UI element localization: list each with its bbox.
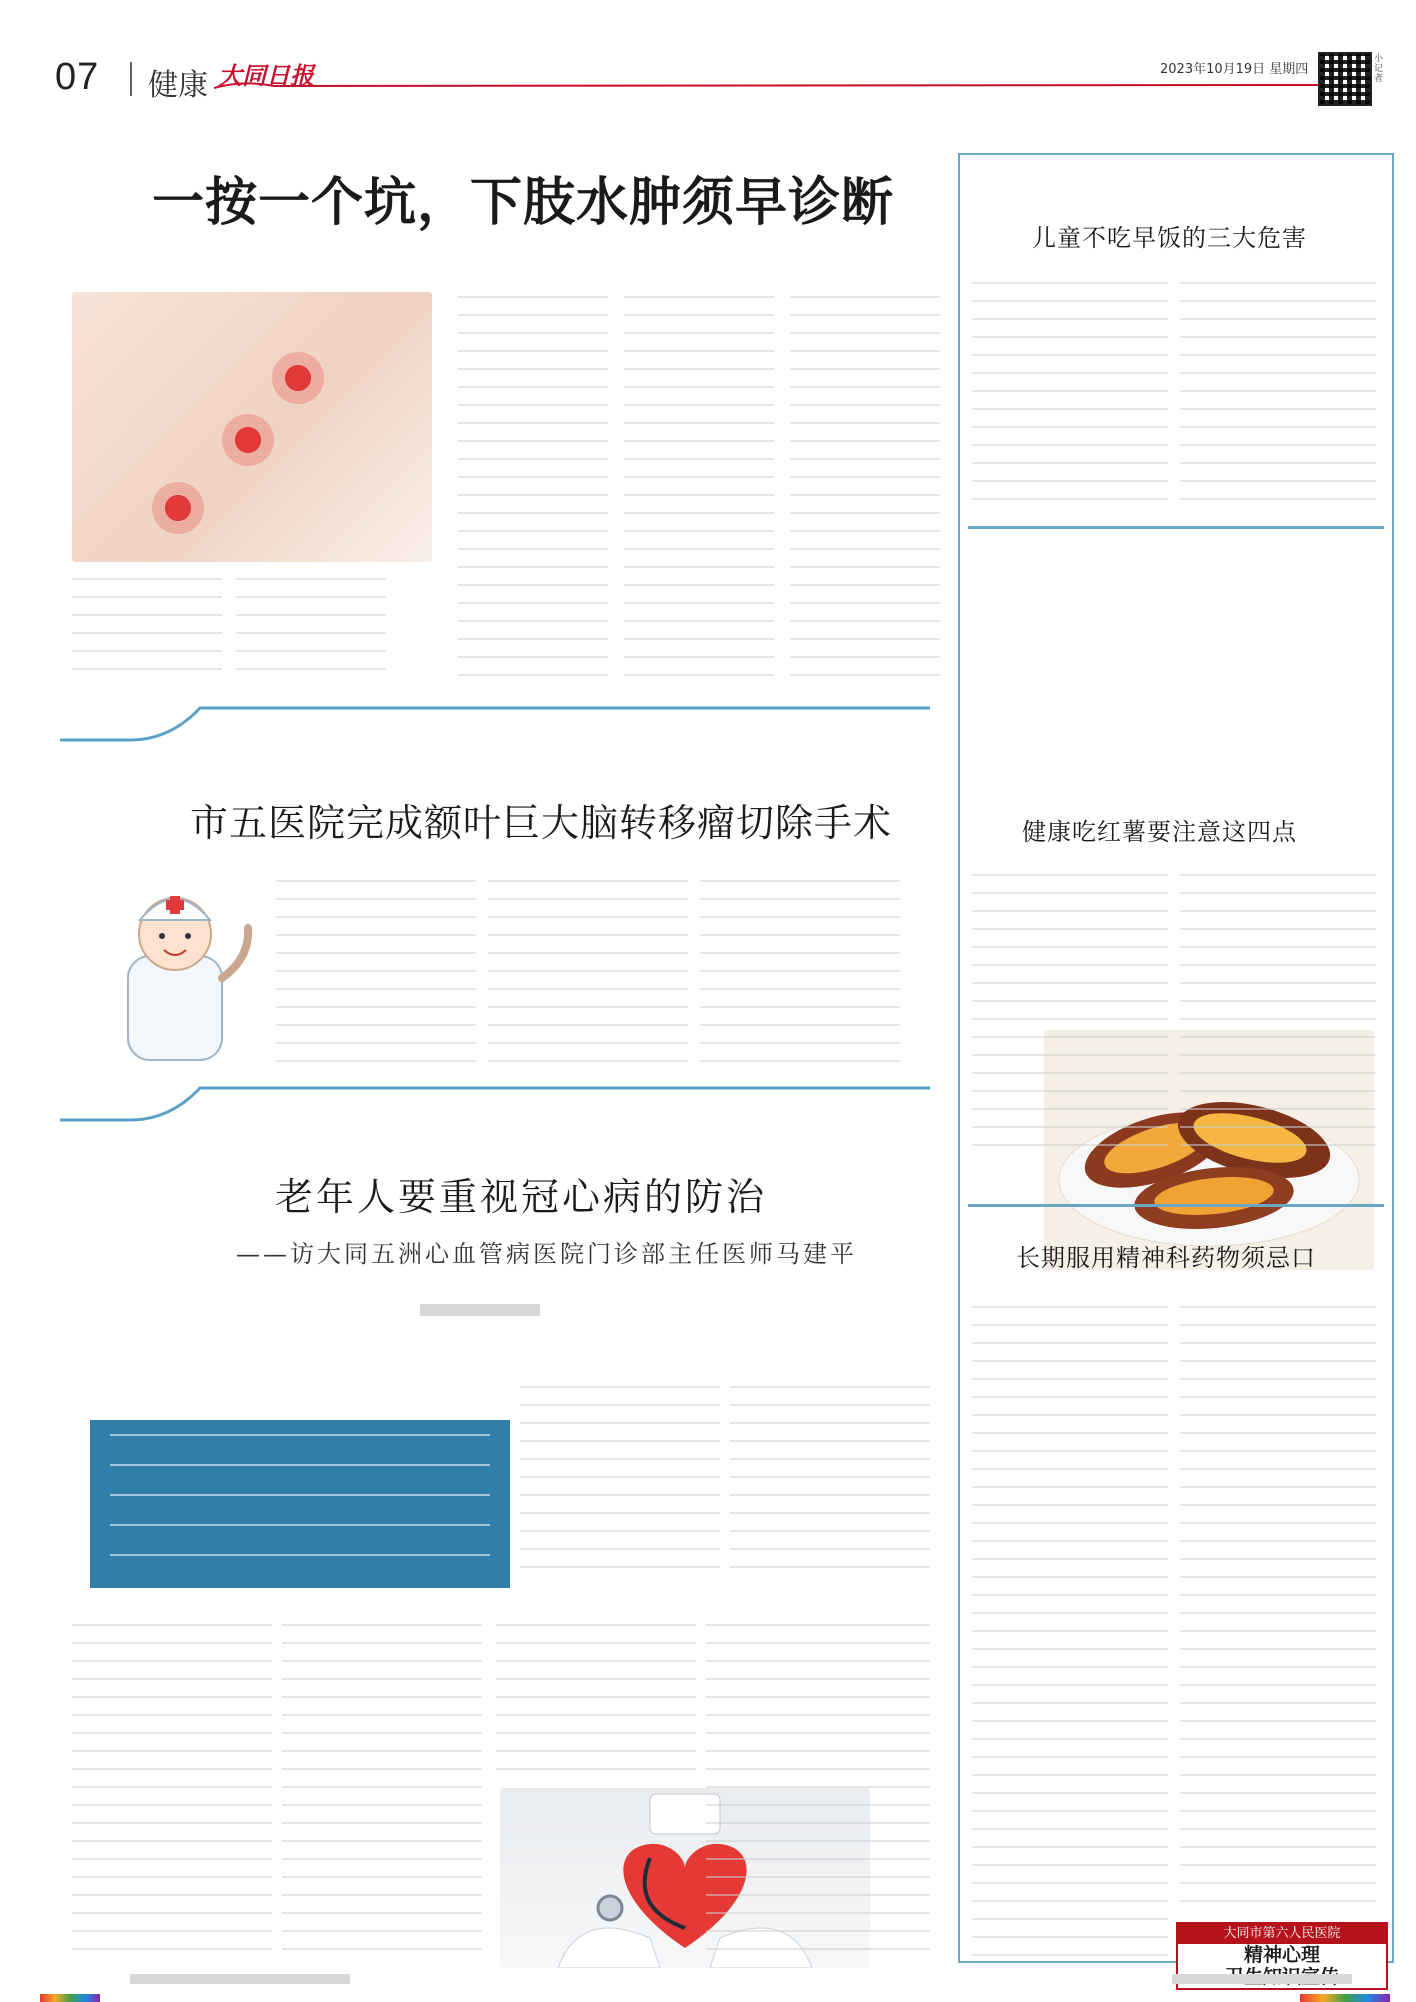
sidebar-body-column <box>972 282 1168 512</box>
article-body-column <box>276 880 476 1076</box>
qr-code-icon[interactable] <box>1318 52 1372 106</box>
section-name: 健康 <box>148 68 208 103</box>
article-body-column <box>236 578 386 686</box>
article-body-column <box>700 880 900 1076</box>
article-body-column <box>282 1624 482 1964</box>
sidebar-body-column <box>972 874 1168 1156</box>
article-body-column <box>730 1386 930 1584</box>
sidebar-separator <box>968 1204 1384 1207</box>
footer-right <box>1172 1974 1352 1984</box>
edema-spot-icon <box>272 352 324 404</box>
wave-divider <box>60 700 930 746</box>
newspaper-logo: 大同日报 <box>218 61 314 90</box>
qr-caption: 小记者 <box>1374 54 1384 84</box>
sidebar-title-breakfast: 儿童不吃早饭的三大危害 <box>1032 224 1307 252</box>
byline <box>420 1304 540 1316</box>
article-body-column <box>790 296 940 684</box>
article-title-edema: 一按一个坑，下肢水肿须早诊断 <box>152 172 895 233</box>
article-body-column <box>488 880 688 1076</box>
legs-edema-photo <box>72 292 432 562</box>
footer-left <box>130 1974 350 1984</box>
promo-line-1: 精神心理 <box>1243 1944 1320 1966</box>
article-body-column <box>520 1386 720 1584</box>
edema-spot-icon <box>152 482 204 534</box>
sidebar-body-column <box>1180 874 1376 1156</box>
promo-hospital-name: 大同市第六人民医院 <box>1178 1924 1386 1944</box>
article-body-column <box>706 1624 930 1964</box>
article-title-hospital5: 市五医院完成额叶巨大脑转移瘤切除手术 <box>190 801 893 845</box>
sidebar-title-sweet-potato: 健康吃红薯要注意这四点 <box>1022 818 1297 846</box>
sidebar-body-column <box>1180 1306 1376 1910</box>
sidebar-title-psychiatric: 长期服用精神科药物须忌口 <box>1016 1244 1316 1272</box>
header-divider <box>130 62 132 96</box>
article-title-heart: 老年人要重视冠心病的防治 <box>275 1175 768 1219</box>
sidebar-body-column <box>1180 282 1376 512</box>
page-number: 07 <box>55 56 100 98</box>
edema-spot-icon <box>222 414 274 466</box>
article-subtitle-heart: ——访大同五洲心血管病医院门诊部主任医师马建平 <box>236 1240 857 1268</box>
article-body-column <box>72 1624 272 1964</box>
pull-quote-box <box>90 1420 510 1588</box>
issue-date: 2023年10月19日 星期四 <box>1160 62 1309 77</box>
sidebar-separator <box>968 526 1384 529</box>
wave-divider <box>60 1080 930 1126</box>
article-body-column <box>458 296 608 684</box>
article-body-column <box>624 296 774 684</box>
article-body-column <box>72 578 222 686</box>
masthead-swoosh <box>214 80 1324 90</box>
article-body-column <box>496 1624 696 1774</box>
doctor-illustration <box>90 868 260 1068</box>
sidebar-body-column <box>972 1306 1168 1962</box>
